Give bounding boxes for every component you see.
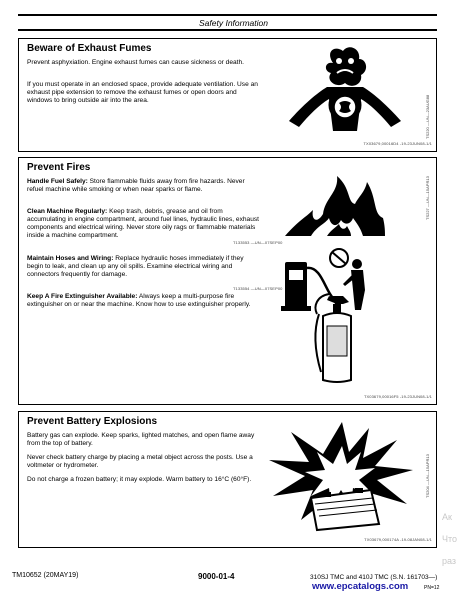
fires-item-3-lead: Maintain Hoses and Wiring: [27,255,114,262]
battery-section [18,411,437,548]
exhaust-fumes-illustration [277,45,409,133]
fires-item-2 [27,208,259,240]
battery-paragraph-2: Never check battery charge by placing a metal object across the posts. Use a voltmeter or hydrometer. [27,454,253,469]
exhaust-side-reference: TS220 —UN—23AUG88 [425,94,430,139]
battery-title: Prevent Battery Explosions [27,416,158,427]
exhaust-paragraph-1: Prevent asphyxiation. Engine exhaust fumes can cause sickness or death. [27,59,244,66]
footer-page-number: 9000-01-4 [198,572,235,581]
fires-ref-1: T133553 —UN—07SEP00 [233,240,283,245]
fires-side-reference: TS227 —UN—15APR13 [425,176,430,220]
battery-bottom-reference: TX03679,000174A -19-08JAN08-1/1 [364,537,432,542]
fires-title: Prevent Fires [27,162,91,173]
faded-watermark-1: Ак [442,512,452,522]
battery-explosion-illustration [267,420,417,532]
fires-section [18,157,437,405]
fires-item-1-text: Store flammable fluids away from fire hazards. Never refuel machine while smoking or when near sparks or flame. [27,178,245,193]
watermark-link[interactable]: www.epcatalogs.com [312,581,409,592]
footer-pn: PN=12 [424,585,440,591]
fires-item-4-lead: Keep A Fire Extinguisher Available: [27,293,138,300]
footer-model-info: 310SJ TMC and 410J TMC (S.N. 161703—) [310,574,438,581]
fires-item-1-lead: Handle Fuel Safely: [27,178,88,185]
header-rule-bottom [18,29,437,31]
faded-watermark-2: Что [442,534,458,544]
fire-flames-illustration [281,168,389,238]
fires-item-2-text: Keep trash, debris, grease and oil from accumulating in engine compartment, around fuel lines, hydraulic lines, exhaust components and electrical wiring. Never store oily rags or flammable materials inside a machine compartment. [27,208,260,239]
faded-watermark-3: раз [442,556,457,566]
exhaust-title: Beware of Exhaust Fumes [27,43,152,54]
fire-extinguisher-illustration [309,292,359,384]
exhaust-section [18,38,437,152]
fires-item-1 [27,178,259,194]
fires-item-3-text: Replace hydraulic hoses immediately if they begin to leak, and clean up any oil spills. Examine electrical wiring and connectors frequently for damage. [27,255,244,278]
fires-item-2-lead: Clean Machine Regularly: [27,208,108,215]
page-header-title: Safety Information [199,18,268,28]
battery-paragraph-1: Battery gas can explode. Keep sparks, lighted matches, and open flame away from the top of battery. [27,432,255,447]
header-rule-top [18,14,437,16]
battery-side-reference: TS204 —UN—15APR13 [425,454,430,498]
fires-bottom-reference: TX03679,00016F5 -19-23JUN08-1/1 [363,394,432,399]
fires-item-3 [27,255,259,279]
exhaust-paragraph-2: If you must operate in an enclosed space, provide adequate ventilation. Use an exhaust pipe extension to remove the exhaust fumes or open doors and windows to bring outside air into the area. [27,81,258,104]
footer-manual-id: TM10652 (20MAY19) [12,572,79,579]
fires-item-4-text: Always keep a multi-purpose fire extinguisher on or near the machine. Know how to use extinguisher properly. [27,293,251,308]
fires-ref-2: T133554 —UN—07SEP00 [233,286,283,291]
fires-item-4 [27,293,259,309]
battery-paragraph-3: Do not charge a frozen battery; it may explode. Warm battery to 16°C (60°F). [27,476,252,483]
exhaust-bottom-reference: TX03679,00016D4 -19-23JUN08-1/1 [363,141,432,146]
